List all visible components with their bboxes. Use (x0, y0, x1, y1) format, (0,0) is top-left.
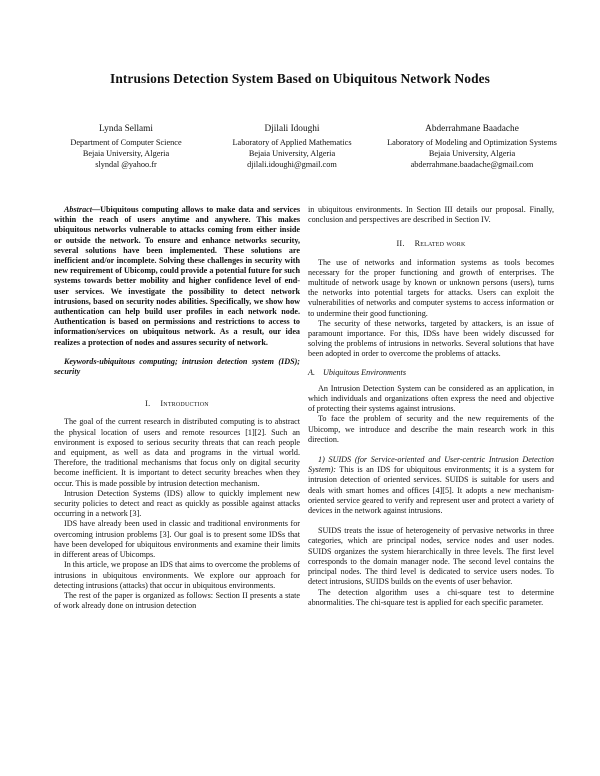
paragraph: The goal of the current research in distributed computing is to abstract the physical location of users and remote resources [1][2]. Such an environment is exposed to serious security threats that can reach people and equipment, as well as data and programs in the virtual world. Therefore, the traditional mechanisms that focus only on digital security become inefficient. It is important to detect security breaches when they occur. This is made possible by intrusion detection mechanism. (54, 417, 300, 488)
abstract-text: Ubiquitous computing allows to make data and services within the reach of users anytime and anywhere. This makes ubiquitous networks vulnerable to attacks coming from either inside or outside the network. To ensure and enhance networks security, several solutions have been implemented. These solutions are inefficient and/or incomplete. Solving these challenges in security with new requirement of Ubicomp, could provide a potential future for such systems towards better mobility and higher confidence level of end-user services. We investigate the possibility to detect network intrusions, based on security nodes abilities. Specifically, we show how authentication can help build user profiles in each network node. Authentication is based on permissions and restrictions to access to information/services on ubiquitous network. As a result, our idea realizes a protection of nodes and assures security of network. (54, 205, 300, 347)
paragraph: The security of these networks, targeted by attackers, is an issue of paramount importance. For this, IDSs have been widely discussed for solving the problems of intrusions in networks. Several solutions that have been adopted in order to overcome the problems of attacks. (308, 318, 554, 359)
paragraph: To face the problem of security and the new requirements of the Ubicomp, we introduce and describe the main research work in this direction. (308, 414, 554, 444)
author-1 (46, 123, 206, 170)
paper-title: Intrusions Detection System Based on Ubiquitous Network Nodes (110, 71, 490, 86)
suids-lead: 1) SUIDS (for Service-oriented and User-centric Intrusion Detection System): (308, 455, 554, 475)
subsection-heading-ubiquitous-environments: A. Ubiquitous Environments (308, 367, 406, 377)
keywords: Keywords-ubiquitous computing; intrusion detection system (IDS); security (54, 356, 300, 377)
author-dept: Laboratory of Applied Mathematics (232, 138, 352, 147)
author-email: abderrahmane.baadache@gmail.com (410, 160, 534, 169)
paragraph: The rest of the paper is organized as follows: Section II presents a state of work already done on intrusion detection (54, 590, 300, 611)
author-email: djilali.idoughi@gmail.com (247, 160, 337, 169)
abstract-lead: Abstract— (64, 205, 101, 214)
author-3 (372, 123, 572, 170)
author-name: Lynda Sellami (99, 124, 153, 134)
author-email: slyndal @yahoo.fr (95, 160, 157, 169)
paragraph: An Intrusion Detection System can be considered as an application, in which individuals and organizations often express the need and objective of protecting their systems against intrusions. (308, 383, 554, 414)
author-univ: Bejaia University, Algeria (82, 149, 170, 158)
suids-text: This is an IDS for ubiquitous environments; it is a system for intrusion detection of oriented services. SUIDS is suitable for users and deals with smart homes and offices [4][5]. It adopts a new mechanism-oriented service geared to verify and represent user and protect a variety of devices in the network against intrusions. (308, 465, 554, 516)
paragraph: Intrusion Detection Systems (IDS) allow to quickly implement new security policies to detect and react as quickly as possible against attacks occurring in a network [3]. (54, 488, 300, 519)
paragraph: The detection algorithm uses a chi-square test to determine abnormalities. The chi-square test is applied for each specific parameter. (308, 587, 554, 607)
paragraph: in ubiquitous environments. In Section III details our proposal. Finally, conclusion and perspectives are described in Section IV. (308, 205, 554, 225)
right-column (308, 205, 554, 608)
left-column (54, 205, 300, 611)
author-univ: Bejaia University, Algeria (428, 149, 516, 158)
author-dept: Department of Computer Science (70, 138, 182, 147)
section-heading-introduction: I. Introduction (145, 399, 209, 409)
author-name: Djilali Idoughi (264, 124, 320, 134)
paragraph: In this article, we propose an IDS that aims to overcome the problems of intrusions in ubiquitous environments. We explore our approach for detecting intrusions (attacks) that occur in ubiquitous environments. (54, 560, 301, 590)
author-univ: Bejaia University, Algeria (248, 149, 336, 158)
paragraph: The use of networks and information systems as tools becomes necessary for the proper functioning and growth of enterprises. The multitude of network usage by known or unknown persons (users), turns the networks into potential targets for attacks. Users can exploit the vulnerabilities of networks and computer systems to access information or to undermine their good functioning. (308, 257, 554, 318)
paragraph: SUIDS treats the issue of heterogeneity of pervasive networks in three categories, which are principal nodes, service nodes and user nodes. SUIDS organizes the system hierarchically in three levels. The first level corresponds to the domain manager node. The second level contains the principal nodes. The third level is dedicated to service users nodes. To detect intrusions, SUIDS builds on the events of user behavior. (308, 526, 554, 587)
author-name: Abderrahmane Baadache (425, 124, 519, 134)
suids-paragraph (308, 455, 554, 516)
paragraph: IDS have already been used in classic and traditional environments for overcoming intrusion problems [3]. Our goal is to present some IDSs that have been developed for ubiquitous environments and examine their limits in different areas of Ubicomps. (54, 519, 300, 560)
section-heading-related-work: II. Related work (396, 239, 466, 249)
author-2 (212, 123, 372, 170)
abstract (54, 205, 300, 348)
author-dept: Laboratory of Modeling and Optimization Systems (387, 138, 557, 147)
